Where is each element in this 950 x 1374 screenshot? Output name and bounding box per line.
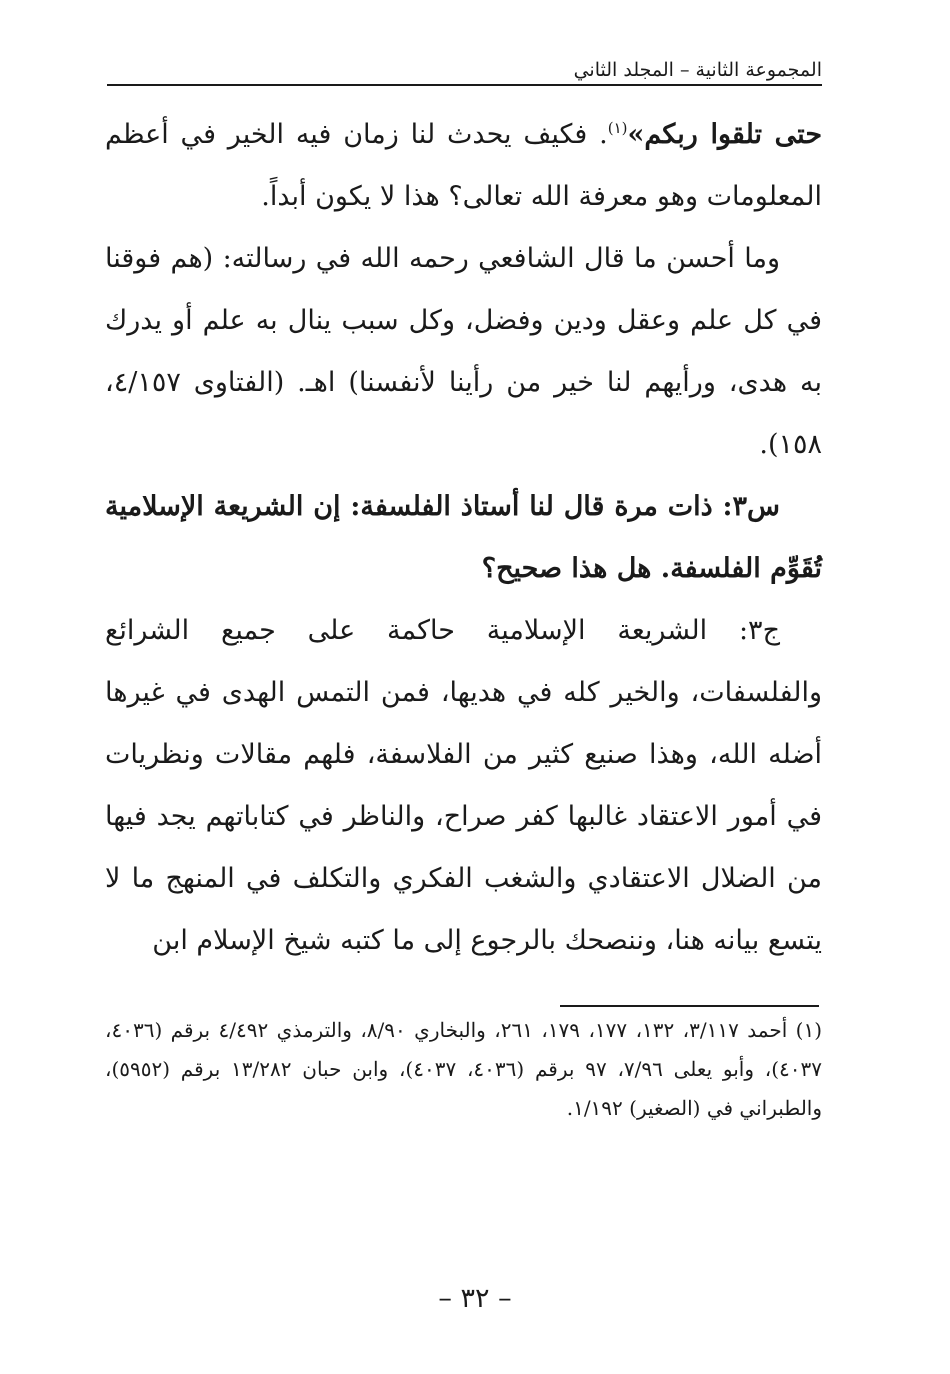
footnote-1: (١) أحمد ٣/١١٧، ١٣٢، ١٧٧، ١٧٩، ٢٦١، والبخاري ٨/٩٠، والترمذي ٤/٤٩٢ برقم (٤٠٣٦، ٤٠٣٧)، وأبو يعلى ٧/٩٦، ٩٧ برقم (٤٠٣٦، ٤٠٣٧)، وابن حبان ١٣/٢٨٢ برقم (٥٩٥٢)، والطبراني في (الصغير) ١/١٩٢. xyxy=(105,1018,823,1120)
quote-ending: حتى تلقوا ربكم» xyxy=(627,119,823,150)
main-text xyxy=(105,104,822,972)
footnote-ref: (١) xyxy=(607,119,628,137)
paragraph-1 xyxy=(105,104,822,228)
header-title: المجموعة الثانية – المجلد الثاني xyxy=(566,56,822,84)
page-number: – ٣٢ – xyxy=(438,1283,512,1314)
footnote-rule xyxy=(560,1005,819,1007)
answer-3: ج٣: الشريعة الإسلامية حاكمة على جميع الشرائع والفلسفات، والخير كله في هديها، فمن التمس الهدى في غيرها أضله الله، وهذا صنيع كثير من الفلاسفة، فلهم مقالات ونظريات في أمور الاعتقاد غالبها كفر صراح، والناظر في كتاباتهم يجد فيها من الضلال الاعتقادي والشغب الفكري والتكلف في المنهج ما لا يتسع بيانه هنا، وننصحك بالرجوع إلى ما كتبه شيخ الإسلام ابن xyxy=(105,615,822,956)
footnote xyxy=(105,1011,822,1128)
header-rule xyxy=(107,84,822,86)
running-header xyxy=(107,56,822,90)
paragraph-2: وما أحسن ما قال الشافعي رحمه الله في رسالته: (هم فوقنا في كل علم وعقل ودين وفضل، وكل سبب ينال به علم أو يدرك به هدى، ورأيهم لنا خير من رأينا لأنفسنا) اهـ. (الفتاوى ٤/١٥٧، ١٥٨). xyxy=(105,243,822,460)
question-3: س٣: ذات مرة قال لنا أستاذ الفلسفة: إن الشريعة الإسلامية تُقَوِّم الفلسفة. هل هذا صحيح؟ xyxy=(105,491,822,584)
paragraph-1-text: . فكيف يحدث لنا زمان فيه الخير في أعظم المعلومات وهو معرفة الله تعالى؟ هذا لا يكون أبداً. xyxy=(105,119,822,212)
